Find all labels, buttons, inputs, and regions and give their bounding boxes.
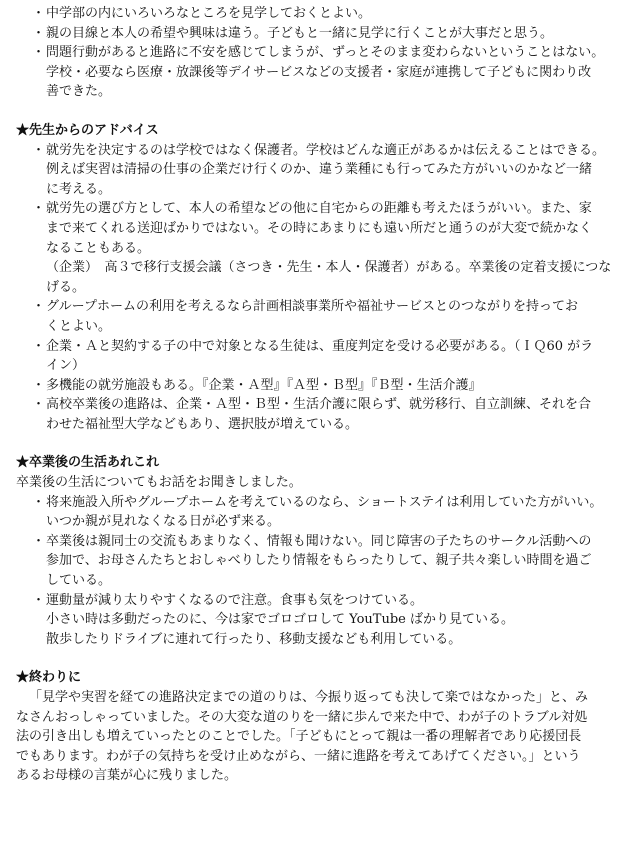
bullet-mark: ・ [32, 397, 46, 413]
bullet-mark: ・ [32, 25, 46, 41]
bullet-mark: ・ [32, 592, 46, 608]
list-item-line: 就労先の選び方として、本人の希望などの他に自宅からの距離も考えたほうがいい。また、家 [46, 201, 592, 217]
ending-section [16, 668, 626, 786]
bullet-mark: ・ [32, 494, 46, 510]
list-item-line: げる。 [46, 279, 86, 295]
list-item [16, 141, 626, 200]
advice-bullet-list [16, 141, 626, 435]
list-item-line: 多機能の就労施設もある。『企業・Ａ型』『Ａ型・Ｂ型』『Ｂ型・生活介護』 [46, 377, 482, 393]
list-item-line: 親の目線と本人の希望や興味は違う。子どもと一緒に見学に行くことが大事だと思う。 [46, 25, 554, 41]
list-item-line: している。 [46, 573, 112, 589]
list-item [16, 395, 626, 434]
top-section [16, 4, 626, 102]
paragraph-line: 「見学や実習を経ての進路決定までの道のりは、今振り返っても決して楽ではなかった」と、み [29, 690, 589, 705]
paragraph-line: 法の引き出しも増えていったとのことでした。「子どもにとって親は一番の理解者であり応援団長 [16, 729, 582, 745]
list-item-line: 小さい時は多動だったのに、今は家でゴロゴロして YouTube ばかり見ている。 [46, 612, 514, 628]
ending-paragraph [16, 688, 626, 786]
list-item-line: 将来施設入所やグループホームを考えているのなら、ショートステイは利用していた方がいい。 [46, 494, 603, 510]
list-item [16, 199, 626, 297]
bullet-mark: ・ [32, 377, 46, 393]
list-item-line: 問題行動があると進路に不安を感じてしまうが、ずっとそのまま変わらないということはない。 [46, 45, 605, 61]
list-item-line: 例えば実習は清掃の仕事の企業だけ行くのか、違う業種にも行ってみた方がいいのかなど一緒 [46, 162, 593, 178]
list-item-line: 高校卒業後の進路は、企業・Ａ型・Ｂ型・生活介護に限らず、就労移行、自立訓練、それを合 [46, 397, 591, 413]
list-item-line: （企業） 高３で移行支援会議（さつき・先生・本人・保護者）がある。卒業後の定着支援につな [46, 260, 612, 276]
bullet-mark: ・ [32, 533, 46, 549]
list-item [16, 376, 626, 396]
bullet-mark: ・ [32, 338, 46, 354]
list-item [16, 591, 626, 650]
top-bullet-list [16, 4, 626, 102]
document-page [16, 4, 626, 786]
bullet-mark: ・ [32, 6, 46, 21]
list-item-line: 学校・必要なら医療・放課後等デイサービスなどの支援者・家庭が連携して子どもに関わり改 [46, 64, 592, 80]
section-gap [16, 102, 626, 121]
list-item-line: まで来てくれる送迎ばかりではない。その時にあまりにも遠い所だと通うのが大変で続かなく [46, 220, 593, 236]
section-gap [16, 649, 626, 668]
bullet-mark: ・ [32, 299, 46, 315]
section-intro: 卒業後の生活についてもお話をお聞きしました。 [16, 475, 302, 491]
bullet-mark: ・ [32, 45, 46, 61]
list-item-line: 企業・Ａと契約する子の中で対象となる生徒は、重度判定を受ける必要がある。（ＩＱ60 がラ [46, 338, 594, 354]
list-item-line: いつか親が見れなくなる日が必ず来る。 [46, 514, 281, 530]
life-bullet-list [16, 493, 626, 650]
list-item [16, 337, 626, 376]
list-item-line: くとよい。 [46, 318, 112, 334]
list-item-line: イン） [46, 358, 86, 374]
list-item-line: 就労先を決定するのは学校ではなく保護者。学校はどんな適正があるかは伝えることはできる。 [46, 142, 606, 158]
list-item-line: 参加で、お母さんたちとおしゃべりしたり情報をもらったりして、親子共々楽しい時間を過ご [46, 553, 592, 569]
paragraph-line: なさんおっしゃっていました。その大変な道のりを一緒に歩んで来た中で、わが子のトラブル対処 [16, 709, 588, 725]
bullet-mark: ・ [32, 142, 46, 158]
list-item-line: わせた福祉型大学などもあり、選択肢が増えている。 [46, 416, 359, 432]
section-gap [16, 434, 626, 453]
list-item [16, 532, 626, 591]
list-item-line: 散歩したりドライブに連れて行ったり、移動支援なども利用している。 [46, 631, 462, 647]
list-item-line: 中学部の内にいろいろなところを見学しておくとよい。 [46, 6, 372, 21]
list-item [16, 297, 626, 336]
list-item-line: に考える。 [46, 181, 112, 197]
list-item [16, 43, 626, 102]
advice-section [16, 121, 626, 435]
section-heading: ★先生からのアドバイス [16, 122, 159, 138]
life-section [16, 453, 626, 649]
list-item-line: なることもある。 [46, 240, 151, 256]
list-item [16, 493, 626, 532]
section-heading: ★卒業後の生活あれこれ [16, 455, 160, 471]
paragraph-line: あるお母様の言葉が心に残りました。 [16, 768, 238, 784]
list-item-line: 卒業後は親同士の交流もあまりなく、情報も聞けない。同じ障害の子たちのサークル活動への [46, 533, 592, 549]
bullet-mark: ・ [32, 201, 46, 217]
list-item-line: 善できた。 [46, 84, 112, 100]
section-heading: ★終わりに [16, 670, 82, 686]
list-item [16, 24, 626, 44]
list-item-line: グループホームの利用を考えるなら計画相談事業所や福祉サービスとのつながりを持ってお [46, 299, 578, 315]
list-item-line: 運動量が減り太りやすくなるので注意。食事も気をつけている。 [46, 592, 424, 608]
paragraph-line: でもあります。わが子の気持ちを受け止めながら、一緒に進路を考えてあげてください。」という [16, 748, 581, 764]
list-item [16, 4, 626, 24]
